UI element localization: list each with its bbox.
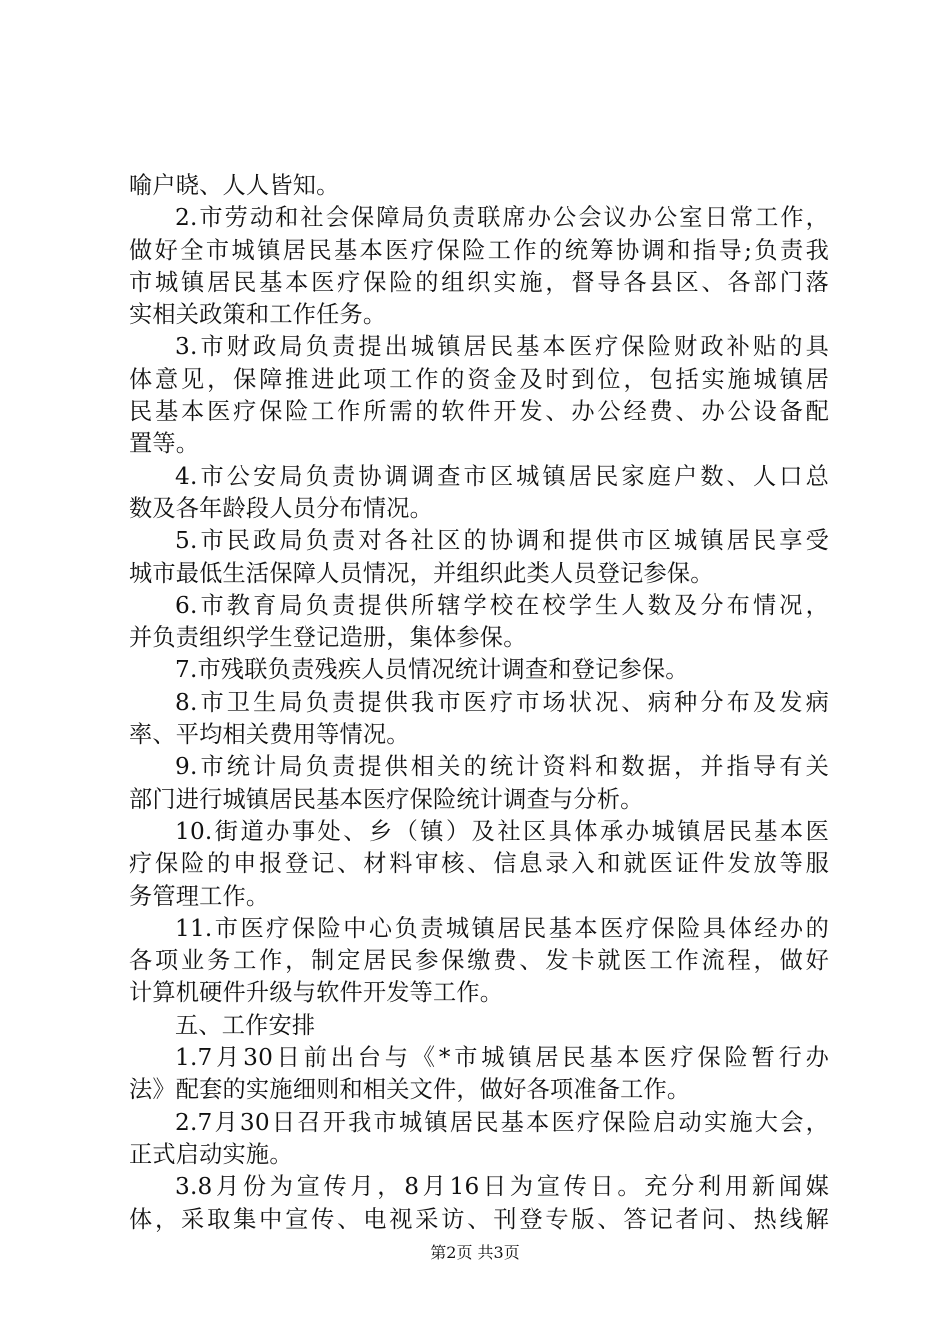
text-line: 实相关政策和工作任务。 bbox=[129, 301, 387, 329]
text-line: 正式启动实施。 bbox=[129, 1140, 293, 1168]
text-line: 数及各年龄段人员分布情况。 bbox=[129, 494, 434, 522]
text-line: 民基本医疗保险工作所需的软件开发、办公经费、办公设备配 bbox=[129, 398, 829, 426]
text-line: 疗保险的申报登记、材料审核、信息录入和就医证件发放等服 bbox=[129, 850, 829, 878]
text-line: 1.7月30日前出台与《*市城镇居民基本医疗保险暂行办 bbox=[175, 1044, 829, 1072]
text-line: 喻户晓、人人皆知。 bbox=[129, 172, 340, 199]
text-line: 11.市医疗保险中心负责城镇居民基本医疗保险具体经办的 bbox=[175, 914, 829, 942]
text-line: 5.市民政局负责对各社区的协调和提供市区城镇居民享受 bbox=[175, 527, 829, 555]
text-line: 计算机硬件升级与软件开发等工作。 bbox=[129, 979, 504, 1007]
text-line: 部门进行城镇居民基本医疗保险统计调查与分析。 bbox=[129, 785, 644, 813]
text-line: 8.市卫生局负责提供我市医疗市场状况、病种分布及发病 bbox=[175, 688, 829, 716]
text-line: 3.8月份为宣传月，8月16日为宣传日。充分利用新闻媒 bbox=[175, 1173, 829, 1201]
document-body bbox=[129, 170, 829, 1236]
text-line: 城市最低生活保障人员情况，并组织此类人员登记参保。 bbox=[129, 559, 714, 587]
text-line: 做好全市城镇居民基本医疗保险工作的统筹协调和指导;负责我 bbox=[129, 236, 829, 264]
text-line: 率、平均相关费用等情况。 bbox=[129, 721, 410, 749]
text-line: 五、工作安排 bbox=[175, 1011, 316, 1039]
text-line: 置等。 bbox=[129, 430, 200, 458]
text-line: 各项业务工作，制定居民参保缴费、发卡就医工作流程，做好 bbox=[129, 947, 829, 975]
text-line: 4.市公安局负责协调调查市区城镇居民家庭户数、人口总 bbox=[175, 462, 829, 490]
text-line: 务管理工作。 bbox=[129, 882, 270, 910]
text-line: 9.市统计局负责提供相关的统计资料和数据，并指导有关 bbox=[175, 753, 829, 781]
text-line: 6.市教育局负责提供所辖学校在校学生人数及分布情况， bbox=[175, 591, 829, 619]
text-line: 7.市残联负责残疾人员情况统计调查和登记参保。 bbox=[175, 656, 689, 684]
text-line: 2.7月30日召开我市城镇居民基本医疗保险启动实施大会， bbox=[175, 1108, 829, 1136]
text-line: 法》配套的实施细则和相关文件，做好各项准备工作。 bbox=[129, 1076, 691, 1104]
text-line: 10.街道办事处、乡（镇）及社区具体承办城镇居民基本医 bbox=[175, 817, 829, 845]
text-line: 3.市财政局负责提出城镇居民基本医疗保险财政补贴的具 bbox=[175, 333, 829, 361]
text-line: 2.市劳动和社会保障局负责联席办公会议办公室日常工作， bbox=[175, 204, 829, 232]
text-line: 市城镇居民基本医疗保险的组织实施，督导各县区、各部门落 bbox=[129, 268, 829, 296]
text-line: 体意见，保障推进此项工作的资金及时到位，包括实施城镇居 bbox=[129, 365, 829, 393]
text-line: 并负责组织学生登记造册，集体参保。 bbox=[129, 624, 527, 652]
text-line: 体，采取集中宣传、电视采访、刊登专版、答记者问、热线解 bbox=[129, 1205, 829, 1233]
page-footer: 第2页 共3页 bbox=[430, 1243, 520, 1262]
